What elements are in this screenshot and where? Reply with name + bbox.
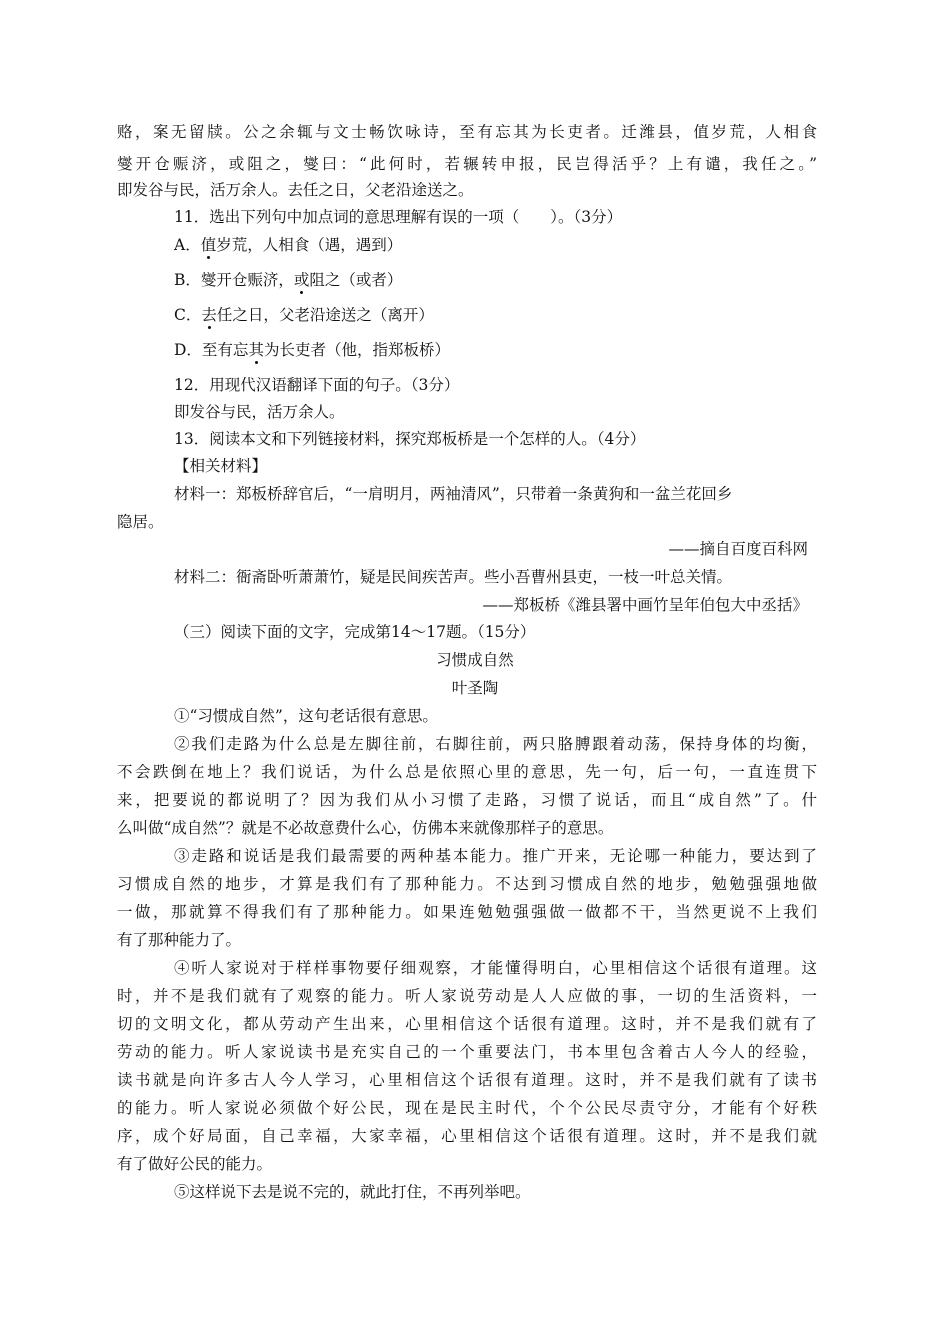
question-13-stem: 13．阅读本文和下列链接材料，探究郑板桥是一个怎样的人。（4分） <box>174 430 646 448</box>
passage-line: 即发谷与民，活万余人。去任之日，父老沿途送之。 <box>117 181 474 199</box>
materials-heading: 【相关材料】 <box>174 457 268 475</box>
question-12-sentence: 即发谷与民，活万余人。 <box>174 403 345 421</box>
section-3-intro: （三）阅读下面的文字，完成第14～17题。（15分） <box>174 623 536 641</box>
option-d-dotted-word: 其 <box>248 341 264 359</box>
paragraph-3-line: 习惯成自然的地步，才算是我们有了那种能力。不达到习惯成自然的地步，勉勉强强地做 <box>117 875 817 893</box>
paragraph-4-line: ④听人家说对于样样事物要仔细观察，才能懂得明白，心里相信这个话很有道理。这 <box>174 959 817 977</box>
article-title: 习惯成自然 <box>436 651 514 669</box>
paragraph-4-line: 劳动的能力。听人家说读书是充实自己的一个重要法门，书本里包含着古人今人的经验， <box>117 1043 817 1061</box>
option-d <box>174 338 450 362</box>
paragraph-1: ①“习惯成自然”，这句老话很有意思。 <box>174 707 438 725</box>
paragraph-5: ⑤这样说下去是说不完的，就此打住，不再列举吧。 <box>174 1183 531 1201</box>
option-a-dotted-word: 值 <box>200 236 217 254</box>
material-1-line: 材料一：郑板桥辞官后，“一肩明月，两袖清风”，只带着一条黄狗和一盆兰花回乡 <box>174 485 733 503</box>
paragraph-4-line: 有了做好公民的能力。 <box>117 1155 273 1173</box>
paragraph-2-line: ②我们走路为什么总是左脚往前，右脚往前，两只胳膊跟着动荡，保持身体的均衡， <box>174 735 817 753</box>
option-c <box>174 303 434 327</box>
passage-line: 赂，案无留牍。公之余辄与文士畅饮咏诗，至有忘其为长吏者。迁潍县，值岁荒，人相食 <box>117 123 817 141</box>
option-a-text: 岁荒，人相食（遇，遇到） <box>216 236 403 254</box>
option-c-dotted-word: 去 <box>201 306 217 324</box>
material-2-line: 材料二：衙斋卧听萧萧竹，疑是民间疾苦声。些小吾曹州县吏，一枝一叶总关情。 <box>174 568 733 586</box>
option-d-prefix: D．至有忘 <box>174 341 249 359</box>
paragraph-4-line: 序，成个好局面，自己幸福，大家幸福，心里相信这个话很有道理。这时，并不是我们就 <box>117 1127 817 1145</box>
paragraph-2-line: 不会跌倒在地上？我们说话，为什么总是依照心里的意思，先一句，后一句，一直连贯下 <box>117 763 817 781</box>
question-11-stem: 11．选出下列句中加点词的意思理解有误的一项（ ）。（3分） <box>174 208 623 226</box>
material-2-source: ——郑板桥《潍县署中画竹呈年伯包大中丞括》 <box>482 596 808 614</box>
option-b <box>174 268 402 292</box>
material-1-source: ——摘自百度百科网 <box>668 540 808 558</box>
paragraph-4-line: 切的文明文化，都从劳动产生出来，心里相信这个话很有道理。这时，并不是我们就有了 <box>117 1015 817 1033</box>
paragraph-4-line: 时，并不是我们就有了观察的能力。听人家说劳动是人人应做的事，一切的生活资料，一 <box>117 987 817 1005</box>
option-b-text: 阻之（或者） <box>309 271 403 289</box>
passage-line: 燮开仓赈济，或阻之，燮曰：“此何时，若辗转申报，民岂得活乎？上有谴，我任之。” <box>117 155 817 173</box>
article-author: 叶圣陶 <box>451 679 499 697</box>
paragraph-3-line: ③走路和说话是我们最需要的两种基本能力。推广开来，无论哪一种能力，要达到了 <box>174 847 817 865</box>
option-a-prefix: A． <box>174 236 201 254</box>
material-1-line: 隐居。 <box>117 513 164 531</box>
paragraph-4-line: 读书就是向许多古人今人学习，心里相信这个话很有道理。这时，并不是我们就有了读书 <box>117 1071 817 1089</box>
option-c-text: 任之日，父老沿途送之（离开） <box>216 306 434 324</box>
option-b-prefix: B．燮开仓赈济， <box>174 271 294 289</box>
option-d-text: 为长吏者（他，指郑板桥） <box>263 341 450 359</box>
paragraph-3-line: 有了那种能力了。 <box>117 931 242 949</box>
option-a <box>174 233 402 257</box>
option-c-prefix: C． <box>174 306 202 324</box>
option-b-dotted-word: 或 <box>293 271 310 289</box>
paragraph-2-line: 么叫做“成自然”？就是不必故意费什么心，仿佛本来就像那样子的意思。 <box>117 819 614 837</box>
question-12-stem: 12．用现代汉语翻译下面的句子。（3分） <box>174 376 460 394</box>
paragraph-4-line: 的能力。听人家说必须做个好公民，现在是民主时代，个个公民尽责守分，才能有个好秩 <box>117 1099 817 1117</box>
paragraph-2-line: 来，把要说的都说明了？因为我们从小习惯了走路，习惯了说话，而且“成自然”了。什 <box>117 791 817 809</box>
paragraph-3-line: 一做，那就算不得我们有了那种能力。如果连勉勉强强做一做都不干，当然更说不上我们 <box>117 903 817 921</box>
